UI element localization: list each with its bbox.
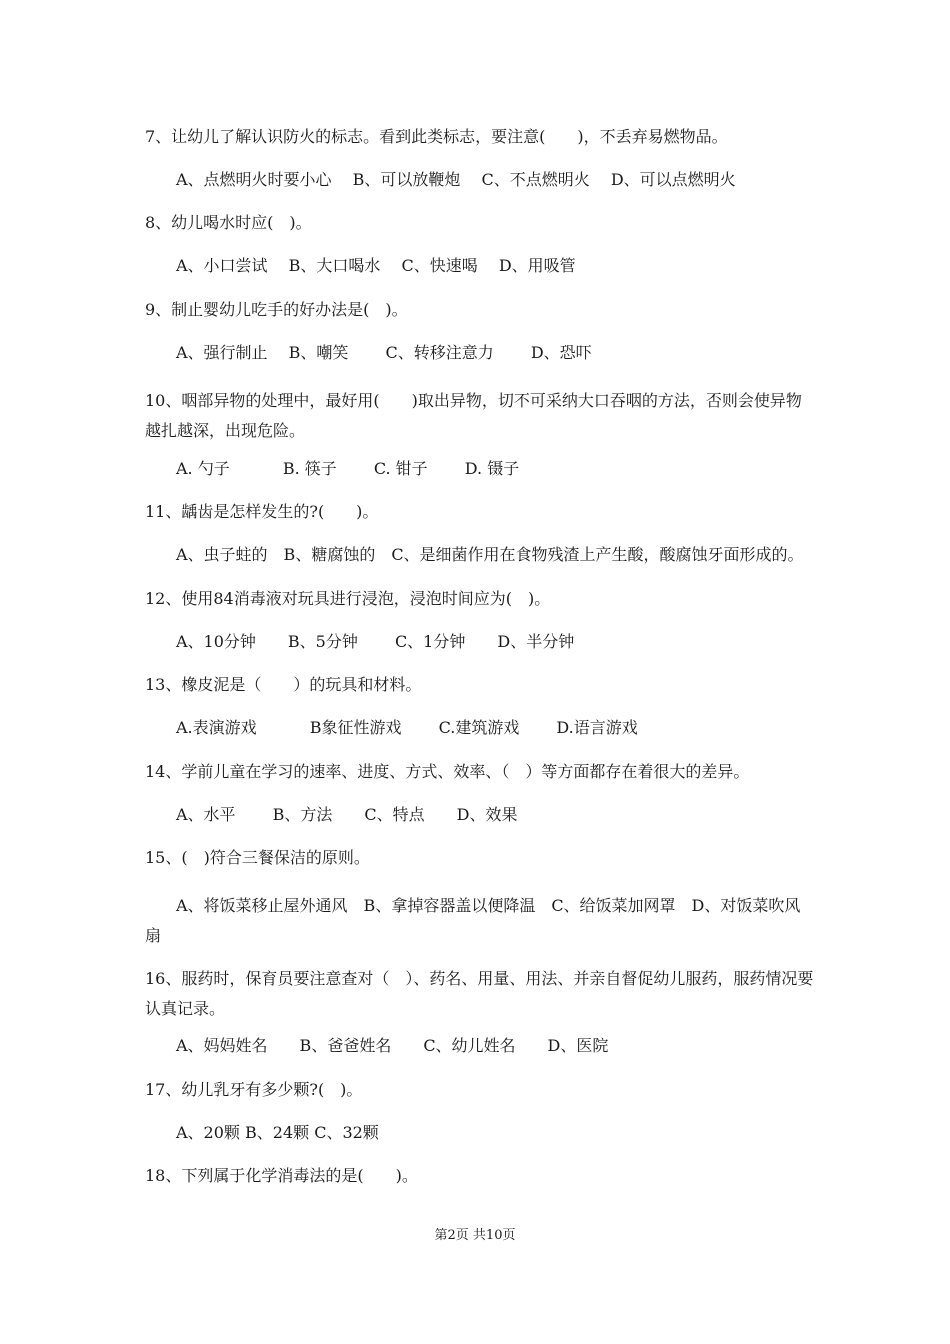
question-18: 18、下列属于化学消毒法的是( )。 (145, 1166, 418, 1185)
question-13-options: A.表演游戏 B象征性游戏 C.建筑游戏 D.语言游戏 (176, 718, 638, 737)
question-14-options: A、水平 B、方法 C、特点 D、效果 (176, 805, 518, 824)
question-14: 14、学前儿童在学习的速率、进度、方式、效率、（ ）等方面都存在着很大的差异。 (145, 762, 750, 781)
question-15: 15、( )符合三餐保洁的原则。 (145, 848, 370, 867)
question-8: 8、幼儿喝水时应( )。 (145, 213, 312, 232)
question-16-options: A、妈妈姓名 B、爸爸姓名 C、幼儿姓名 D、医院 (176, 1036, 609, 1055)
question-8-options: A、小口尝试 B、大口喝水 C、快速喝 D、用吸管 (176, 256, 576, 275)
page-footer: 第2页 共10页 (434, 1228, 516, 1243)
question-12-options: A、10分钟 B、5分钟 C、1分钟 D、半分钟 (176, 632, 575, 651)
question-12: 12、使用84消毒液对玩具进行浸泡，浸泡时间应为( )。 (145, 589, 551, 608)
question-7-options: A、点燃明火时要小心 B、可以放鞭炮 C、不点燃明火 D、可以点燃明火 (176, 170, 736, 189)
question-7: 7、让幼儿了解认识防火的标志。看到此类标志，要注意( )，不丢弃易燃物品。 (145, 127, 728, 146)
question-13: 13、橡皮泥是（ ）的玩具和材料。 (145, 675, 422, 694)
question-10: 10、咽部异物的处理中，最好用( )取出异物，切不可采纳大口吞咽的方法，否则会使异物越扎越深，出现危险。 (145, 391, 802, 440)
question-17-options: A、20颗 B、24颗 C、32颗 (176, 1123, 379, 1142)
question-17: 17、幼儿乳牙有多少颗?( )。 (145, 1080, 363, 1099)
question-9-options: A、强行制止 B、嘲笑 C、转移注意力 D、恐吓 (176, 343, 592, 362)
question-15-options: A、将饭菜移止屋外通风 B、拿掉容器盖以便降温 C、给饭菜加网罩 D、对饭菜吹风扇 (145, 896, 801, 945)
question-10-options: A. 勺子 B. 筷子 C. 钳子 D. 镊子 (176, 459, 520, 478)
question-16: 16、服药时，保育员要注意查对（ ）、药名、用量、用法、并亲自督促幼儿服药，服药情况要认真记录。 (145, 969, 814, 1018)
question-11-options: A、虫子蛀的 B、糖腐蚀的 C、是细菌作用在食物残渣上产生酸，酸腐蚀牙面形成的。 (176, 545, 804, 564)
question-11: 11、龋齿是怎样发生的?( )。 (145, 502, 379, 521)
question-9: 9、制止婴幼儿吃手的好办法是( )。 (145, 300, 408, 319)
